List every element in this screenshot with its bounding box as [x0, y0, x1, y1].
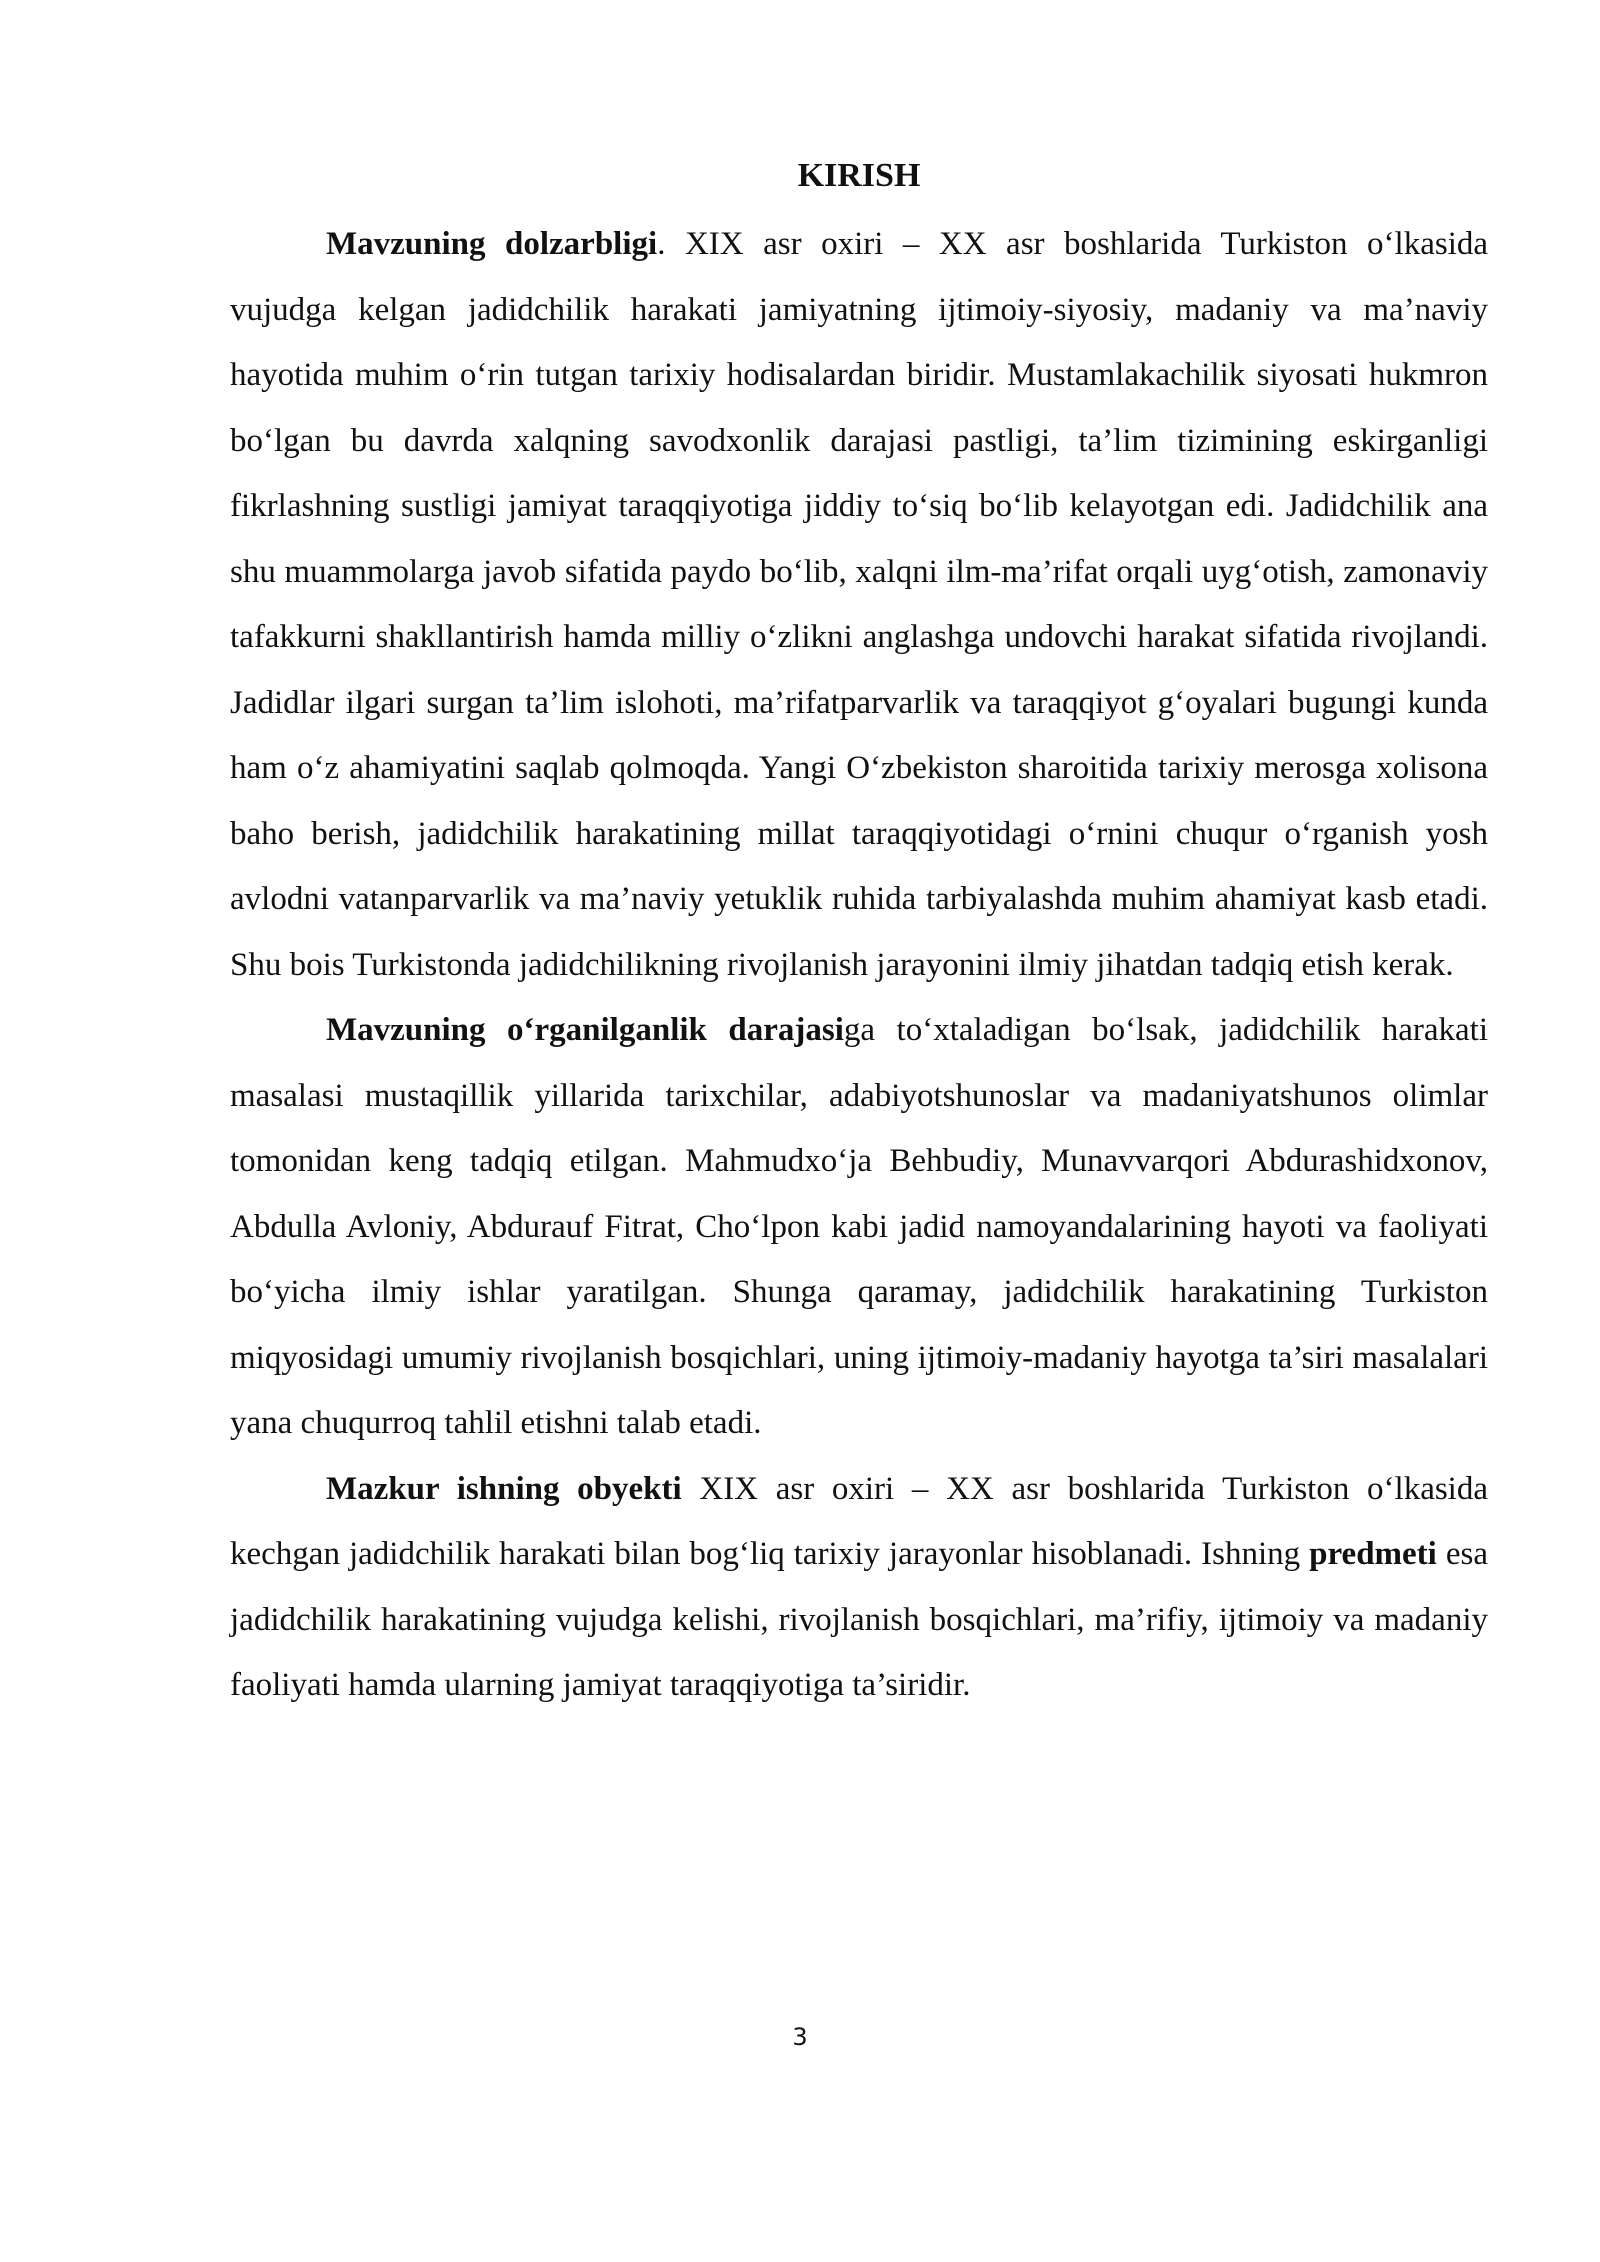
paragraph-object-lead: Mazkur ishning obyekti — [326, 1470, 682, 1507]
paragraph-study-level-text: ga to‘xtaladigan bo‘lsak, jadidchilik harakati masalasi mustaqillik yillarida tarixchilar, adabiyotshunoslar va madaniyatshunos olimlar tomonidan keng tadqiq etilgan. Mahmudxo‘ja Behbudiy, Munavvarqori Abdurashidxonov, Abdulla Avloniy, Abdurauf Fitrat, Cho‘lpon kabi jadid namoyandalarining hayoti va faoliyati bo‘yicha ilmiy ishlar yaratilgan. Shunga qaramay, jadidchilik harakatining Turkiston miqyosidagi umumiy rivojlanish bosqichlari, uning ijtimoiy-madaniy hayotga ta’siri masalalari yana chuqurroq tahlil etishni talab etadi. — [230, 1012, 1488, 1441]
paragraph-object-text: XIX asr oxiri – XX asr boshlarida Turkiston o‘lkasida kechgan jadidchilik harakati bilan bog‘liq tarixiy jarayonlar hisoblanadi. Ishning — [230, 1470, 1488, 1572]
paragraph-subject-lead: predmeti — [1309, 1536, 1437, 1572]
paragraph-relevance-lead: Mavzuning dolzarbligi — [326, 226, 658, 262]
section-heading: KIRISH — [797, 157, 921, 194]
paragraph-subject-text: esa jadidchilik harakatining vujudga kelishi, rivojlanish bosqichlari, ma’rifiy, ijtimoiy va madaniy faoliyati hamda ularning jamiyat taraqqiyotiga ta’siridir. — [230, 1536, 1489, 1703]
page-number: 3 — [792, 2023, 808, 2051]
paragraph-object — [230, 1457, 1488, 1719]
paragraph-relevance — [230, 212, 1488, 998]
paragraph-study-level-lead: Mavzuning o‘rganilganlik darajasi — [326, 1012, 844, 1048]
paragraph-relevance-text: . XIX asr oxiri – XX asr boshlarida Turkiston o‘lkasida vujudga kelgan jadidchilik harakati jamiyatning ijtimoiy-siyosiy, madaniy va ma’naviy hayotida muhim o‘rin tutgan tarixiy hodisalardan biridir. Mustamlakachilik siyosati hukmron bo‘lgan bu davrda xalqning savodxonlik darajasi pastligi, ta’lim tizimining eskirganligi fikrlashning sustligi jamiyat taraqqiyotiga jiddiy to‘siq bo‘lib kelayotgan edi. Jadidchilik ana shu muammolarga javob sifatida paydo bo‘lib, xalqni ilm-ma’rifat orqali uyg‘otish, zamonaviy tafakkurni shakllantirish hamda milliy o‘zlikni anglashga undovchi harakat sifatida rivojlandi. Jadidlar ilgari surgan ta’lim islohoti, ma’rifatparvarlik va taraqqiyot g‘oyalari bugungi kunda ham o‘z ahamiyatini saqlab qolmoqda. Yangi O‘zbekiston sharoitida tarixiy merosga xolisona baho berish, jadidchilik harakatining millat taraqqiyotidagi o‘rnini chuqur o‘rganish yosh avlodni vatanparvarlik va ma’naviy yetuklik ruhida tarbiyalashda muhim ahamiyat kasb etadi. Shu bois Turkistonda jadidchilikning rivojlanish jarayonini ilmiy jihatdan tadqiq etish kerak. — [230, 226, 1489, 983]
paragraph-study-level — [230, 998, 1488, 1457]
document-body — [230, 148, 1488, 1719]
